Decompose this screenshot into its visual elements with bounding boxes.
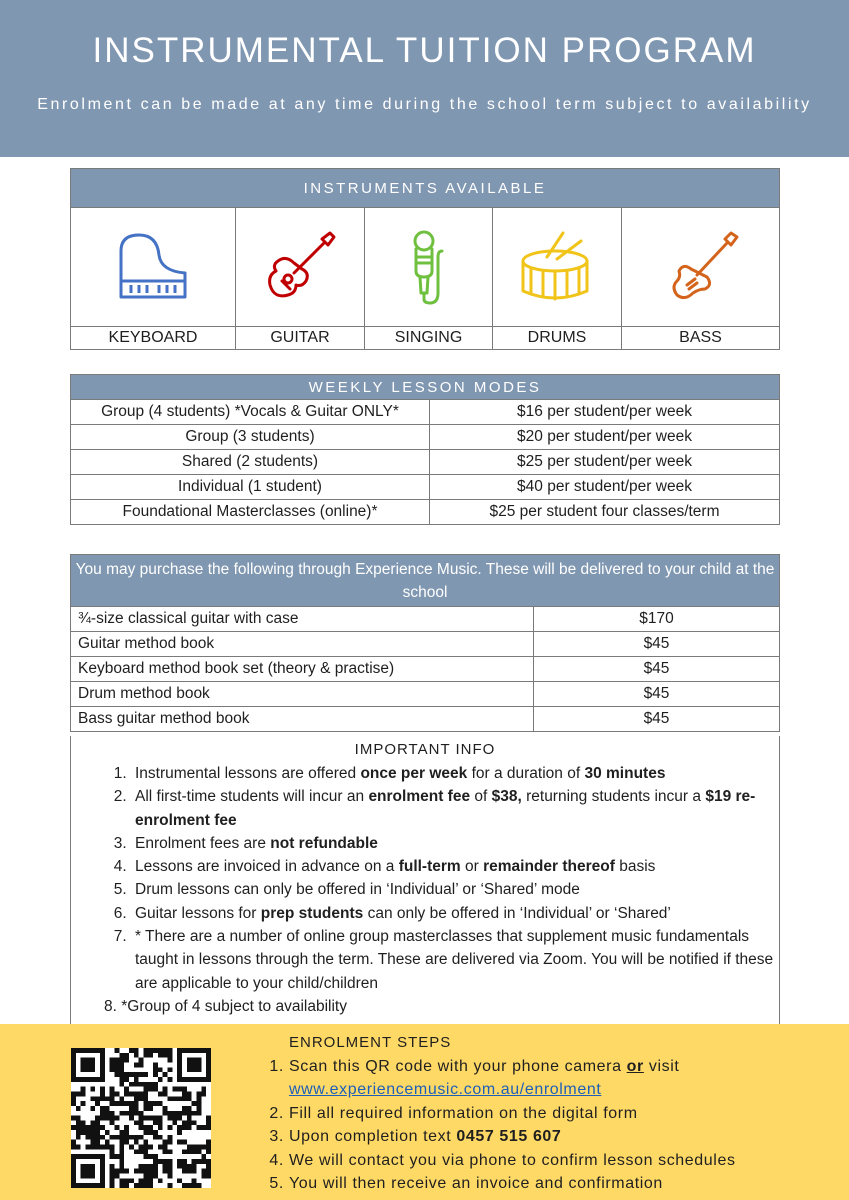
- mode-price: $20 per student/per week: [430, 425, 780, 450]
- instruments-table: [70, 168, 780, 350]
- purchase-price: $45: [534, 632, 780, 657]
- page-title: INSTRUMENTAL TUITION PROGRAM: [92, 31, 757, 70]
- drum-icon: [517, 227, 597, 307]
- bass-guitar-icon: [661, 227, 741, 307]
- purchase-price: $45: [534, 657, 780, 682]
- info-heading: IMPORTANT INFO: [354, 741, 496, 758]
- purchase-item: Drum method book: [71, 682, 534, 707]
- table-row: [71, 607, 780, 632]
- mode-cell: Individual (1 student): [71, 475, 430, 500]
- table-row: [71, 707, 780, 732]
- group-availability-note: 8. *Group of 4 subject to availability: [104, 997, 347, 1015]
- enrolment-link[interactable]: www.experiencemusic.com.au/enrolment: [289, 1081, 602, 1099]
- list-item: 5. Drum lessons can only be offered in ‘Individual’ or ‘Shared’ mode: [131, 878, 779, 901]
- mode-price: $40 per student/per week: [430, 475, 780, 500]
- purchase-item: Bass guitar method book: [71, 707, 534, 732]
- important-info: [70, 736, 780, 1024]
- table-row: [71, 657, 780, 682]
- purchase-item: Guitar method book: [71, 632, 534, 657]
- purchase-price: $170: [534, 607, 780, 632]
- instrument-name: KEYBOARD: [71, 327, 236, 350]
- microphone-icon: [394, 227, 464, 307]
- page-subtitle: Enrolment can be made at any time during the school term subject to availability: [37, 96, 812, 113]
- instruments-heading: INSTRUMENTS AVAILABLE: [71, 169, 780, 208]
- table-row: [71, 632, 780, 657]
- purchase-item: ¾-size classical guitar with case: [71, 607, 534, 632]
- guitar-cell: [236, 208, 365, 327]
- table-row: [71, 400, 780, 425]
- purchase-table: [70, 554, 780, 732]
- piano-icon: [113, 227, 193, 307]
- list-item: 4. Lessons are invoiced in advance on a full-term or remainder thereof basis: [131, 855, 779, 878]
- list-item: 3. Upon completion text 0457 515 607: [289, 1125, 825, 1148]
- table-row: [71, 475, 780, 500]
- keyboard-cell: [71, 208, 236, 327]
- purchase-price: $45: [534, 682, 780, 707]
- singing-cell: [365, 208, 493, 327]
- enrolment-steps: [265, 1034, 825, 1195]
- bass-cell: [622, 208, 780, 327]
- table-row: [71, 682, 780, 707]
- table-row: [71, 425, 780, 450]
- steps-list: [265, 1055, 825, 1195]
- page-header: [0, 0, 849, 157]
- list-item: 5. You will then receive an invoice and confirmation: [289, 1172, 825, 1195]
- instrument-name: SINGING: [365, 327, 493, 350]
- purchase-item: Keyboard method book set (theory & practise): [71, 657, 534, 682]
- list-item: 1. Instrumental lessons are offered once per week for a duration of 30 minutes: [131, 762, 779, 785]
- list-item: 4. We will contact you via phone to confirm lesson schedules: [289, 1149, 825, 1172]
- instrument-name: GUITAR: [236, 327, 365, 350]
- purchase-price: $45: [534, 707, 780, 732]
- mode-cell: Group (3 students): [71, 425, 430, 450]
- guitar-icon: [260, 227, 340, 307]
- info-list: [71, 762, 779, 995]
- list-item: 7. * There are a number of online group masterclasses that supplement music fundamentals taught in lessons through the term. These are delivered via Zoom. You will be notified if these are applicable to your child/children: [131, 925, 779, 995]
- lesson-modes-table: [70, 374, 780, 525]
- table-row: [71, 500, 780, 525]
- instrument-name: DRUMS: [493, 327, 622, 350]
- mode-price: $25 per student four classes/term: [430, 500, 780, 525]
- mode-price: $25 per student/per week: [430, 450, 780, 475]
- purchase-heading: You may purchase the following through Experience Music. These will be delivered to your child at the school: [71, 555, 780, 607]
- qr-code-icon[interactable]: [71, 1048, 211, 1188]
- modes-heading: WEEKLY LESSON MODES: [71, 375, 780, 400]
- mode-cell: Group (4 students) *Vocals & Guitar ONLY*: [71, 400, 430, 425]
- list-item: 6. Guitar lessons for prep students can only be offered in ‘Individual’ or ‘Shared’: [131, 902, 779, 925]
- list-item: 2. All first-time students will incur an enrolment fee of $38, returning students incur a $19 re-enrolment fee: [131, 785, 779, 832]
- mode-cell: Shared (2 students): [71, 450, 430, 475]
- drums-cell: [493, 208, 622, 327]
- list-item: 2. Fill all required information on the digital form: [289, 1102, 825, 1125]
- list-item: 3. Enrolment fees are not refundable: [131, 832, 779, 855]
- instrument-name: BASS: [622, 327, 780, 350]
- mode-cell: Foundational Masterclasses (online)*: [71, 500, 430, 525]
- enrolment-section: [0, 1024, 849, 1200]
- enrolment-heading: ENROLMENT STEPS: [289, 1034, 452, 1051]
- phone-number: 0457 515 607: [456, 1128, 562, 1146]
- table-row: [71, 450, 780, 475]
- mode-price: $16 per student/per week: [430, 400, 780, 425]
- list-item: 1. Scan this QR code with your phone camera or visit www.experiencemusic.com.au/enrolment: [289, 1055, 825, 1102]
